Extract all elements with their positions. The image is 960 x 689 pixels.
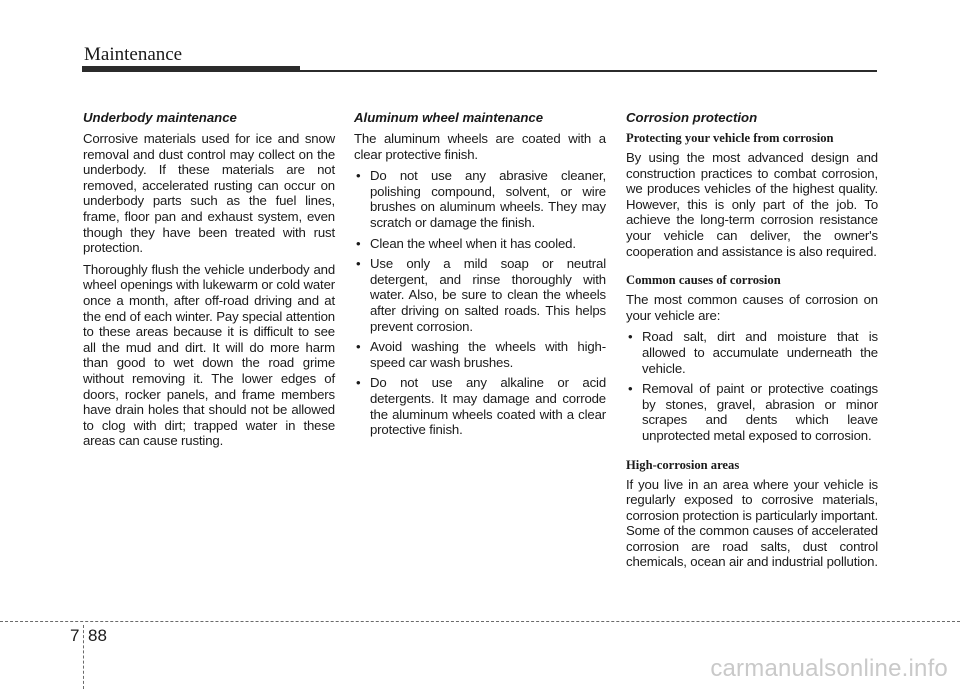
chapter-number: 7 xyxy=(70,626,80,645)
paragraph: If you live in an area where your vehicle is regularly exposed to corrosive materials, corrosion protection is particularly important. Some of the common causes of accelerated corrosion are road salts, dust control chemicals, ocean air and industrial pollution. xyxy=(626,476,878,570)
page-number: 88 xyxy=(88,626,107,645)
bullet-item: • Do not use any alkaline or acid detergents. It may damage and corrode the aluminum wheels coated with a clear protective finish. xyxy=(354,375,606,437)
section-title-corrosion: Corrosion protection xyxy=(626,110,758,125)
footer-vertical-divider xyxy=(83,625,84,689)
paragraph: Thoroughly flush the vehicle underbody and wheel openings with lukewarm or cold water once a month, after off-road driving and at the end of each winter. Pay special attention to these areas because it is difficult to see all the mud and dirt. It will do more harm than good to wet down the road grime without removing it. The lower edges of doors, rocker panels, and frame members have drain holes that should not be allowed to clog with dirt; trapped water in these areas can cause rusting. xyxy=(83,261,335,449)
bullet-item: • Avoid washing the wheels with high-speed car wash brushes. xyxy=(354,339,606,370)
bullet-list xyxy=(626,329,878,443)
paragraph: Corrosive materials used for ice and snow removal and dust control may collect on the underbody. If these materials are not removed, accelerated rusting can occur on underbody parts such as the fuel lines, frame, floor pan and exhaust system, even though they have been treated with rust protection. xyxy=(83,131,335,256)
column-corrosion xyxy=(626,110,878,576)
bullet-item: • Clean the wheel when it has cooled. xyxy=(354,236,606,252)
section-title-aluminum-wheel: Aluminum wheel maintenance xyxy=(354,110,544,125)
column-underbody xyxy=(83,110,335,455)
watermark: carmanualsonline.info xyxy=(710,655,948,682)
bullet-list xyxy=(354,168,606,438)
footer-divider xyxy=(0,621,960,622)
subheading-protecting: Protecting your vehicle from corrosion xyxy=(626,131,834,145)
section-title-underbody: Underbody maintenance xyxy=(83,110,237,125)
paragraph: The aluminum wheels are coated with a clear protective finish. xyxy=(354,131,606,162)
bullet-item: • Removal of paint or protective coatings by stones, gravel, abrasion or minor scrapes and dents which leave unprotected metal exposed to corrosion. xyxy=(626,381,878,443)
header-rule-thin xyxy=(300,70,877,72)
subheading-high-corrosion: High-corrosion areas xyxy=(626,457,740,472)
header-rule-thick xyxy=(82,66,300,72)
bullet-item: • Road salt, dirt and moisture that is allowed to accumulate underneath the vehicle. xyxy=(626,329,878,376)
column-aluminum-wheel xyxy=(354,110,606,443)
paragraph: The most common causes of corrosion on your vehicle are: xyxy=(626,292,878,323)
bullet-item: • Use only a mild soap or neutral detergent, and rinse thoroughly with water. Also, be sure to clean the wheels after driving on salted roads. This helps prevent corrosion. xyxy=(354,256,606,334)
bullet-item: • Do not use any abrasive cleaner, polishing compound, solvent, or wire brushes on aluminum wheels. They may scratch or damage the finish. xyxy=(354,168,606,230)
paragraph: By using the most advanced design and construction practices to combat corrosion, we produces vehicles of the highest quality. However, this is only part of the job. To achieve the long-term corrosion resistance your vehicle can deliver, the owner's cooperation and assistance is also required. xyxy=(626,150,878,259)
page-header-title: Maintenance xyxy=(84,44,183,65)
subheading-common-causes: Common causes of corrosion xyxy=(626,273,781,288)
